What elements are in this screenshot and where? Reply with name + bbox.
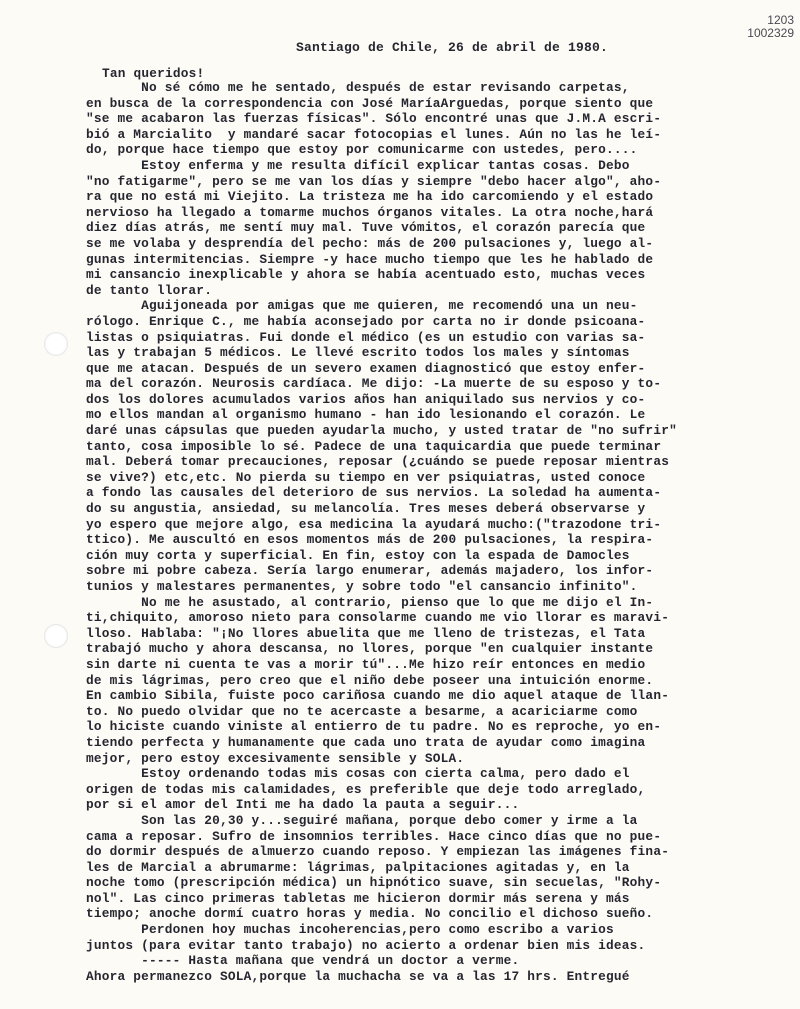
letter-line: ra que no está mi Viejito. La tristeza me ha ido carcomiendo y el estado	[86, 189, 654, 205]
letter-line: diez días atrás, me sentí muy mal. Tuve vómitos, el corazón parecía que	[86, 220, 646, 236]
punch-hole	[44, 332, 68, 356]
letter-line: Ahora permanezco SOLA,porque la muchacha se va a las 17 hrs. Entregué	[86, 968, 630, 984]
letter-line: tunios y malestares permanentes, y sobre todo "el cansancio infinito".	[86, 579, 638, 594]
letter-line: ción muy corta y superficial. En fin, estoy con la espada de Damocles	[86, 547, 630, 563]
letter-line: to. No puedo olvidar que no te acercaste a besarme, a acariciarme como	[86, 703, 638, 719]
letter-line: se vive?) etc,etc. No pierda su tiempo en ver psiquiatras, usted conoce	[86, 469, 646, 485]
letter-line: mo ellos mandan al organismo humano - han ido lesionando el corazón. Le	[86, 407, 646, 423]
letter-line: ti,chiquito, amoroso nieto para consolarme cuando me vio llorar es maravi-	[86, 610, 670, 626]
letter-line: nol". Las cinco primeras tabletas me hicieron dormir más serena y más	[86, 890, 630, 906]
letter-line: "se me acabaron las fuerzas físicas". Sólo encontré unas que J.M.A escri-	[86, 111, 662, 127]
letter-line: Estoy ordenando todas mis cosas con cierta calma, pero dado el	[86, 766, 630, 782]
letter-salutation: Tan queridos!	[102, 66, 205, 81]
letter-line: Son las 20,30 y...seguiré mañana, porque debo comer y irme a la	[86, 812, 638, 828]
letter-line: en busca de la correspondencia con José MaríaArguedas, porque siento que	[86, 95, 654, 111]
letter-line: origen de todas mis calamidades, es preferible que deje todo arreglado,	[86, 781, 646, 797]
letter-line: cama a reposar. Sufro de insomnios terribles. Hace cinco días que no pue-	[86, 828, 662, 844]
letter-line: sin darte ni cuenta te vas a morir tú"...Me hizo reír entonces en medio	[86, 656, 646, 672]
letter-line: mejor, pero estoy excesivamente sensible y SOLA.	[86, 750, 465, 766]
letter-line: No sé cómo me he sentado, después de estar revisando carpetas,	[86, 80, 630, 95]
letter-line: por si el amor del Inti me ha dado la pauta a seguir...	[86, 797, 520, 813]
letter-date: Santiago de Chile, 26 de abril de 1980.	[296, 40, 609, 55]
letter-line: mal. Deberá tomar precauciones, reposar (¿cuándo se puede reposar mientras	[86, 454, 670, 470]
letter-line: yo espero que mejore algo, esa medicina la ayudará mucho:("trazodone tri-	[86, 516, 662, 532]
letter-line: a fondo las causales del deterioro de sus nervios. La soledad ha aumenta-	[86, 485, 662, 501]
letter-line: tanto, cosa imposible lo sé. Padece de una taquicardia que puede terminar	[86, 438, 662, 454]
letter-line: daré unas cápsulas que pueden ayudarla mucho, y usted tratar de "no sufrir"	[86, 423, 677, 439]
letter-line: lo hiciste cuando viniste al entierro de tu padre. No es reproche, yo en-	[86, 719, 662, 735]
letter-line: les de Marcial a abrumarme: lágrimas, palpitaciones agitadas y, en la	[86, 859, 630, 875]
letter-line: que me atacan. Después de un severo examen diagnosticó que estoy enfer-	[86, 360, 646, 376]
letter-line: juntos (para evitar tanto trabajo) no acierto a ordenar bien mis ideas.	[86, 937, 646, 953]
letter-line: ma del corazón. Neurosis cardíaca. Me dijo: -La muerte de su esposo y to-	[86, 376, 662, 392]
letter-line: mi cansancio inexplicable y ahora se había acentuado esto, muchas veces	[86, 267, 646, 283]
archive-reference	[747, 14, 794, 40]
letter-line: tiendo perfecta y humanamente que cada uno trata de ayudar como imagina	[86, 734, 646, 750]
letter-line: tiempo; anoche dormí cuatro horas y media. No concilio el dichoso sueño.	[86, 906, 654, 922]
letter-line: dos los dolores acumulados varios años han aniquilado sus nervios y co-	[86, 391, 646, 407]
punch-hole	[44, 624, 68, 648]
letter-line: do dormir después de almuerzo cuando reposo. Y empiezan las imágenes fina-	[86, 844, 670, 860]
letter-line: sobre mi pobre cabeza. Sería largo enumerar, además majadero, los infor-	[86, 563, 654, 579]
letter-line: gunas intermitencias. Siempre -y hace mucho tiempo que les he hablado de	[86, 251, 654, 267]
letter-line: se me volaba y desprendía del pecho: más de 200 pulsaciones y, luego al-	[86, 235, 654, 251]
archive-number: 1002329	[747, 26, 794, 40]
letter-line: las y trabajan 5 médicos. Le llevé escrito todos los males y síntomas	[86, 345, 630, 361]
letter-line: Estoy enferma y me resulta difícil explicar tantas cosas. Debo	[86, 157, 630, 173]
letter-line: rólogo. Enrique C., me había aconsejado por carta no ir donde psicoana-	[86, 313, 646, 329]
archive-number: 1203	[767, 13, 794, 27]
letter-line: ttico). Me auscultó en esos momentos más de 200 pulsaciones, la respira-	[86, 532, 654, 548]
letter-line: noche tomo (prescripción médica) un hipnótico suave, sin secuelas, "Rohy-	[86, 875, 662, 891]
letter-line: de tanto llorar.	[86, 282, 213, 298]
letter-line: Perdonen hoy muchas incoherencias,pero como escribo a varios	[86, 922, 614, 938]
letter-line: En cambio Sibila, fuiste poco cariñosa cuando me dio aquel ataque de llan-	[86, 688, 670, 704]
letter-line: "no fatigarme", pero se me van los días y siempre "debo hacer algo", aho-	[86, 173, 662, 189]
letter-line: trabajó mucho y ahora descansa, no llores, porque "en cualquier instante	[86, 641, 654, 657]
letter-line: lloso. Hablaba: "¡No llores abuelita que me lleno de tristezas, el Tata	[86, 625, 646, 641]
letter-line: do, porque hace tiempo que estoy por comunicarme con ustedes, pero....	[86, 142, 638, 158]
letter-line: de mis lágrimas, pero creo que el niño debe poseer una intuición enorme.	[86, 672, 654, 688]
letter-line: nervioso ha llegado a tomarme muchos órganos vitales. La otra noche,hará	[86, 204, 654, 220]
letter-line: ----- Hasta mañana que vendrá un doctor a verme.	[86, 953, 520, 969]
letter-body	[86, 80, 677, 984]
letter-line: listas o psiquiatras. Fui donde el médico (es un estudio con varias sa-	[86, 329, 646, 345]
letter-line: No me he asustado, al contrario, pienso que lo que me dijo el In-	[86, 594, 654, 610]
letter-line: Aguijoneada por amigas que me quieren, me recomendó una un neu-	[86, 298, 638, 314]
letter-line: bió a Marcialito y mandaré sacar fotocopias el lunes. Aún no las he leí-	[86, 126, 662, 142]
letter-line: do su angustia, ansiedad, su melancolía. Tres meses deberá observarse y	[86, 501, 646, 517]
